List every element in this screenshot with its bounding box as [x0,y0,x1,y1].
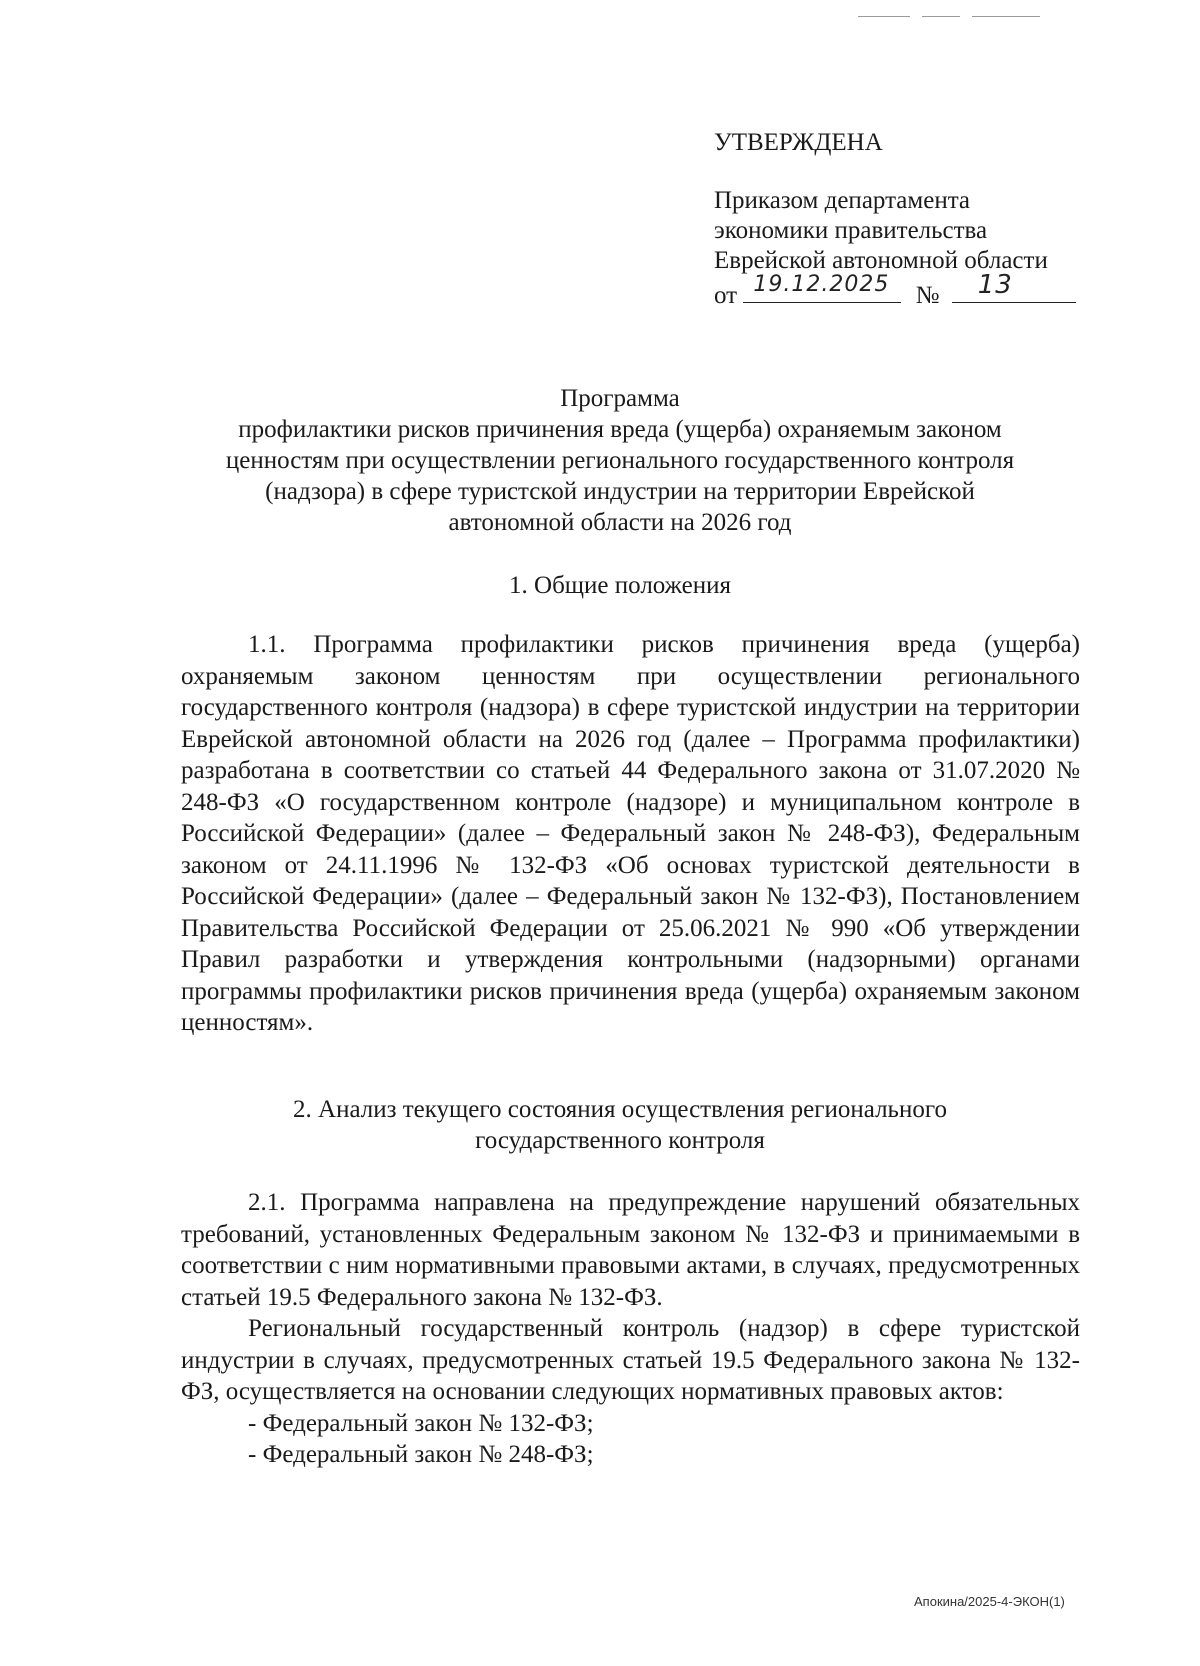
document-code: Апокина/2025-4-ЭКОН(1) [914,1594,1065,1609]
program-title [200,383,1040,538]
list-item: - Федеральный закон № 132-ФЗ; [248,1409,594,1437]
scan-mark [972,16,1040,17]
approval-line: Еврейской автономной области [714,247,1048,274]
approval-line: экономики правительства [714,217,988,244]
paragraph: 1.1. Программа профилактики рисков причинения вреда (ущерба) охраняемым законом ценностям при осуществлении регионального государственного контроля (надзора) в сфере туристской индустрии на территории Еврейской автономной области на 2026 год (далее – Программа профилактики) разработана в соответствии со статьей 44 Федерального закона от 31.07.2020 № 248-ФЗ «О государственном контроле (надзоре) и муниципальном контроле в Российской Федерации» (далее – Федеральный закон № 248-ФЗ), Федеральным законом от 24.11.1996 № 132-ФЗ «Об основах туристской деятельности в Российской Федерации» (далее – Федеральный закон № 132-ФЗ), Постановлением Правительства Российской Федерации от 25.06.2021 № 990 «Об утверждении Правил разработки и утверждения контрольными (надзорными) органами программы профилактики рисков причинения вреда (ущерба) охраняемым законом ценностям». [181,631,1080,1036]
number-prefix: № [915,282,940,309]
program-title-line: ценностям при осуществлении регионального государственного контроля [225,447,1015,474]
program-title-line: (надзора) в сфере туристской индустрии на территории Еврейской [265,478,975,505]
date-field [743,272,901,303]
section-1-heading: 1. Общие положения [509,572,731,599]
paragraph: Региональный государственный контроль (надзор) в сфере туристской индустрии в случаях, предусмотренных статьей 19.5 Федерального закона № 132-ФЗ, осуществляется на основании следующих нормативных правовых актов: [181,1315,1080,1405]
date-prefix: от [714,282,738,309]
scan-mark [922,16,960,17]
number-field [952,270,1076,303]
scan-mark [858,16,910,17]
section-2-heading-line: государственного контроля [475,1127,765,1154]
section-2-heading [200,1094,1040,1156]
section-2-body [181,1187,1080,1471]
paragraph: 2.1. Программа направлена на предупреждение нарушений обязательных требований, установленных Федеральным законом № 132-ФЗ и принимаемыми в соответствии с ним нормативными правовыми актами, в случаях, предусмотренных статьей 19.5 Федерального закона № 132-ФЗ. [181,1189,1080,1311]
program-title-line: профилактики рисков причинения вреда (ущерба) охраняемым законом [238,416,1002,443]
handwritten-date: 19.12.2025 [753,272,890,297]
program-title-line: Программа [560,385,680,412]
approval-title: УТВЕРЖДЕНА [714,129,883,156]
program-title-line: автономной области на 2026 год [448,509,792,536]
section-1-body [181,629,1080,1039]
approval-date-line [714,270,1076,311]
section-2-heading-line: 2. Анализ текущего состояния осуществления регионального [293,1096,947,1123]
list-item: - Федеральный закон № 248-ФЗ; [248,1441,594,1468]
approval-line: Приказом департамента [714,187,971,214]
handwritten-number: 13 [977,270,1013,300]
approval-block [714,128,1076,311]
